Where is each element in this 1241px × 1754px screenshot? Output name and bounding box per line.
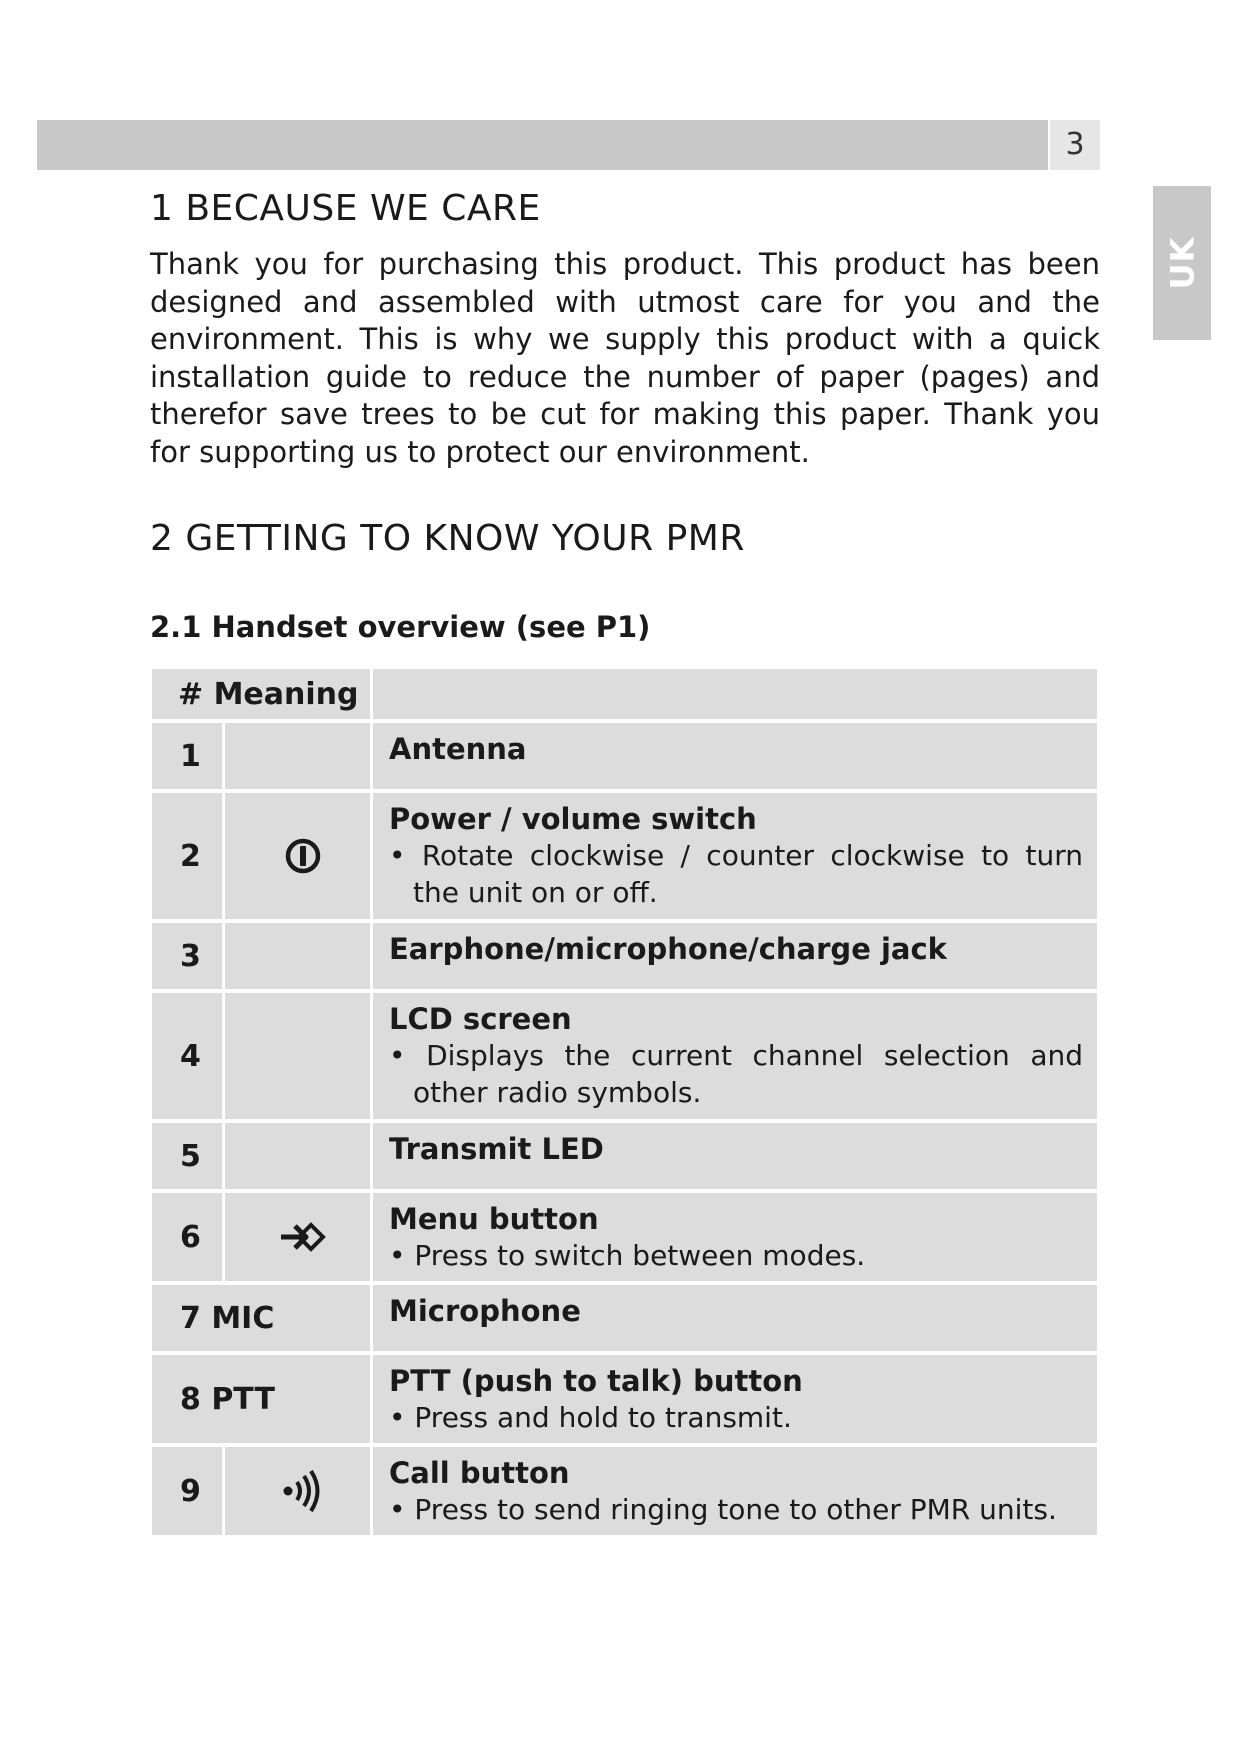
item-number: 4 <box>152 993 222 1119</box>
item-description <box>373 923 1097 989</box>
item-title: Microphone <box>389 1294 581 1328</box>
table-row <box>152 1193 1097 1281</box>
item-title: Antenna <box>389 732 527 766</box>
item-icon-cell <box>225 993 370 1119</box>
language-tab <box>1153 186 1211 340</box>
item-note: • Press to switch between modes. <box>389 1239 866 1272</box>
item-icon-cell <box>225 923 370 989</box>
item-number: 6 <box>152 1193 222 1281</box>
handset-overview-table <box>152 669 1097 1539</box>
item-title: Menu button <box>389 1202 599 1236</box>
table-header-blank <box>373 669 1097 719</box>
table-row <box>152 1447 1097 1535</box>
item-description <box>373 993 1097 1119</box>
item-title: Earphone/microphone/charge jack <box>389 932 947 966</box>
power-icon <box>284 837 322 875</box>
table-row <box>152 993 1097 1119</box>
item-icon-cell <box>225 1447 370 1535</box>
item-description <box>373 1193 1097 1281</box>
section-1-body: Thank you for purchasing this product. This product has been designed and assembled with utmost care for you and the environment. This is why we supply this product with a quick installation guide to reduce the number of paper (pages) and therefor save trees to be cut for making this paper. Thank you for supporting us to protect our environment. <box>150 247 1100 469</box>
item-number: 2 <box>152 793 222 919</box>
item-description <box>373 723 1097 789</box>
item-icon-cell <box>225 723 370 789</box>
table-row <box>152 923 1097 989</box>
item-description <box>373 793 1097 919</box>
item-number: 8 PTT <box>152 1355 370 1443</box>
item-icon-cell <box>225 1193 370 1281</box>
item-icon-cell <box>225 793 370 919</box>
item-number: 5 <box>152 1123 222 1189</box>
item-title: Call button <box>389 1456 570 1490</box>
table-header-row <box>152 669 1097 719</box>
section-2-title: 2 GETTING TO KNOW YOUR PMR <box>150 518 745 559</box>
item-description <box>373 1123 1097 1189</box>
table-row <box>152 793 1097 919</box>
language-tab-label: UK <box>1163 236 1201 290</box>
item-title: LCD screen <box>389 1002 572 1036</box>
item-description <box>373 1355 1097 1443</box>
item-title: PTT (push to talk) button <box>389 1364 803 1398</box>
table-row <box>152 1355 1097 1443</box>
item-note: • Rotate clockwise / counter clockwise to turn the unit on or off. <box>389 839 1083 909</box>
item-description <box>373 1285 1097 1351</box>
page-number: 3 <box>1050 120 1100 170</box>
item-note: • Press to send ringing tone to other PMR units. <box>389 1493 1057 1526</box>
section-1-title: 1 BECAUSE WE CARE <box>150 188 541 229</box>
item-number: 7 MIC <box>152 1285 370 1351</box>
table-row <box>152 1285 1097 1351</box>
item-number: 1 <box>152 723 222 789</box>
table-row <box>152 1123 1097 1189</box>
item-title: Transmit LED <box>389 1132 604 1166</box>
item-number: 3 <box>152 923 222 989</box>
table-row <box>152 723 1097 789</box>
item-note: • Press and hold to transmit. <box>389 1401 792 1434</box>
item-description <box>373 1447 1097 1535</box>
table-header: # Meaning <box>152 669 370 719</box>
item-number: 9 <box>152 1447 222 1535</box>
call-signal-icon <box>281 1470 325 1512</box>
menu-arrow-icon <box>279 1218 327 1256</box>
item-title: Power / volume switch <box>389 802 757 836</box>
subsection-2-1-title: 2.1 Handset overview (see P1) <box>150 610 651 644</box>
item-note: • Displays the current channel selection and other radio symbols. <box>389 1039 1083 1109</box>
item-icon-cell <box>225 1123 370 1189</box>
header-bar <box>37 120 1048 170</box>
